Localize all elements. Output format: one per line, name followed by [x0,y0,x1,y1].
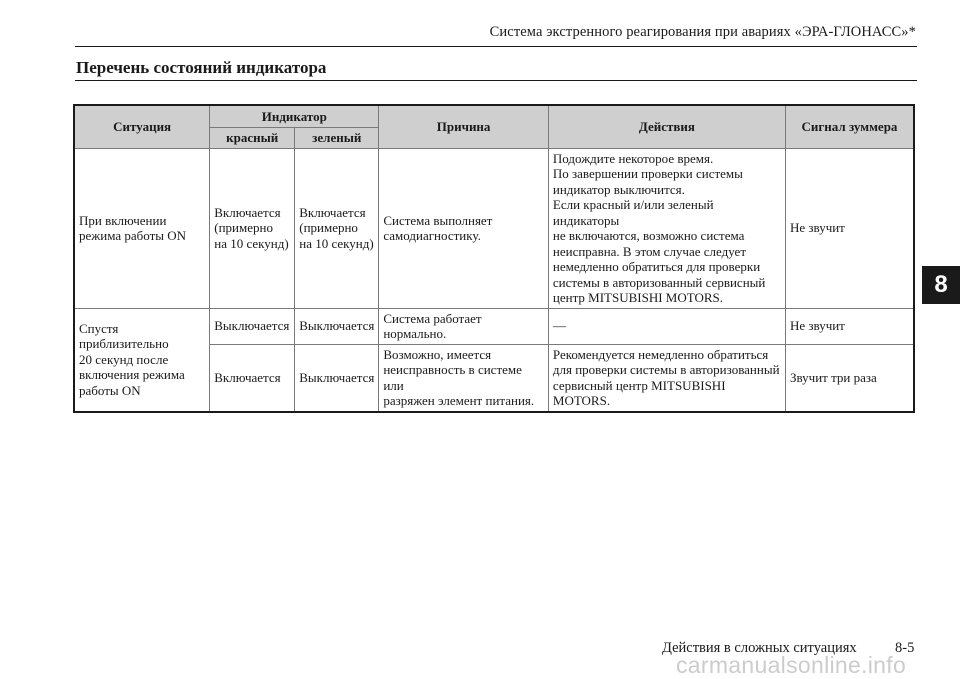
cell-actions: — [548,308,785,344]
header-buzzer: Сигнал зуммера [785,105,914,148]
header-red: красный [210,127,295,148]
cell-buzzer: Звучит три раза [785,344,914,412]
header-green: зеленый [295,127,379,148]
cell-actions: Подождите некоторое время. По завершении проверки системы индикатор выключится. Если красный и/или зеленый индикаторы не включаются, возможно система неисправна. В этом случае следует немедленно обратиться для проверки системы в авторизованный сервисный центр MITSUBISHI MOTORS. [548,148,785,308]
chapter-tab: 8 [922,266,960,304]
cell-buzzer: Не звучит [785,148,914,308]
cell-buzzer: Не звучит [785,308,914,344]
cell-situation: При включении режима работы ON [74,148,210,308]
cell-situation: Спустя приблизительно 20 секунд после включения режима работы ON [74,308,210,412]
cell-reason: Возможно, имеется неисправность в системе или разряжен элемент питания. [379,344,549,412]
header-title: Система экстренного реагирования при авариях «ЭРА-ГЛОНАСС»* [489,24,916,40]
cell-green: Выключается [295,344,379,412]
cell-reason: Система выполняет самодиагностику. [379,148,549,308]
footer-section-title: Действия в сложных ситуациях [662,640,857,656]
cell-red: Выключается [210,308,295,344]
cell-reason: Система работает нормально. [379,308,549,344]
header-reason: Причина [379,105,549,148]
cell-green: Включается (примерно на 10 секунд) [295,148,379,308]
cell-actions: Рекомендуется немедленно обратиться для проверки системы в авторизованный сервисный центр MITSUBISHI MOTORS. [548,344,785,412]
watermark: carmanualsonline.info [676,652,907,678]
cell-red: Включается (примерно на 10 секунд) [210,148,295,308]
table-row [74,148,914,308]
section-divider [75,80,917,81]
header-situation: Ситуация [74,105,210,148]
header-divider [75,46,917,47]
cell-red: Включается [210,344,295,412]
table-header-row [74,105,914,127]
section-title: Перечень состояний индикатора [76,58,327,77]
indicator-states-table [73,104,915,413]
header-actions: Действия [548,105,785,148]
cell-green: Выключается [295,308,379,344]
header-indicator: Индикатор [210,105,379,127]
page-number: 8-5 [895,640,915,656]
table-row [74,308,914,344]
